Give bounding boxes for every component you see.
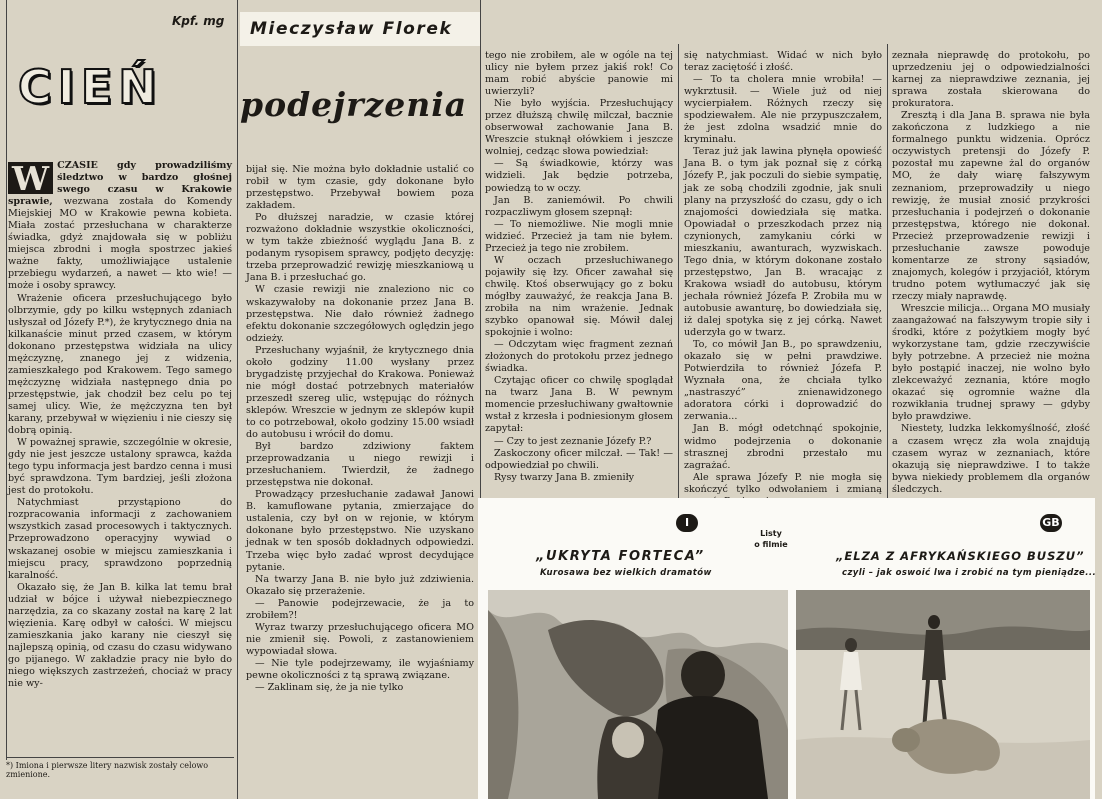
paragraph: tego nie zrobiłem, ale w ogóle na tej ulicy nie byłem przez jakiś rok! Co mam robić abyście panowie mi uwierzyli? xyxy=(485,50,673,98)
paragraph: Jan B. zaniemówił. Po chwili rozpaczliwym głosem szepnął: xyxy=(485,194,673,218)
author-name: Mieczysław Florek xyxy=(240,12,480,46)
film-still-right xyxy=(796,590,1090,799)
paragraph: Nie było wyjścia. Przesłuchujący przez dłuższą chwilę milczał, bacznie obserwował zachowanie Jana B. Wreszcie stuknął ołówkiem i jeszcze wolniej, cedząc słowa powiedział: xyxy=(485,98,673,158)
paragraph: Niestety, ludzka lekkomyślność, złość a czasem wręcz zła wola znajdują czasem wyraz w zeznaniach, które okazują się nieprawdziwe. I to także bywa niekiedy problemem dla organów śledczych. xyxy=(892,423,1090,495)
paragraph: Rysy twarzy Jana B. zmieniły xyxy=(494,471,635,483)
paragraph: W oczach przesłuchiwanego pojawiły się łzy. Oficer zawahał się chwilę. Ktoś obserwujący go z boku mógłby zauważyć, że reakcja Jana B. zrobiła na nim wrażenie. Jednak szybko opanował się. Mówił dalej spokojnie i wolno: xyxy=(485,254,673,339)
article-column-3 xyxy=(485,50,673,494)
paragraph: Przesłuchany wyjaśnił, że krytycznego dnia około godziny 11.00 wysłany przez brygadzistę przyjechał do Krakowa. Ponieważ nie mógł dostać potrzebnych materiałów przeszedł szereg ulic, wstępując do różnych sklepów. Wreszcie w jednym ze sklepów kupił to co potrzebował, około godziny 15.00 wsiadł do autobusu i wrócił do domu. xyxy=(246,344,474,441)
column-rule xyxy=(887,44,888,498)
paragraph: W czasie rewizji nie znaleziono nic co wskazywałoby na dokonanie przez Jana B. przestępstwa. Nie dało również żadnego efektu dokonanie szczegółowych oględzin jego odzieży. xyxy=(246,284,474,344)
paragraph: Okazało się, że Jan B. kilka lat temu brał udział w bójce i używał niebezpiecznego narzędzia, za co skazany został na karę 2 lat więzienia. Karę odbył w całości. W miejscu zamieszkania jako karany nie cieszył się najlepszą opinią, od czasu do czasu widywano go pijanego. W zakładzie pracy nie było do niego większych zastrzeżeń, chociaż w pracy nie wy- xyxy=(8,581,232,690)
column-rule xyxy=(678,44,679,498)
paragraph: Prowadzący przesłuchanie zadawał Janowi B. kamuflowane pytania, zmierzające do ustalenia, czy był on w rejonie, w którym dokonane było przestępstwo. Nie uzyskano jednak w ten sposób dokładnych odpowiedzi. Trzeba więc było zadać wprost decydujące pytanie. xyxy=(246,489,474,573)
column-rule xyxy=(237,0,238,799)
paragraph: — Zaklinam się, że ja nie tylko xyxy=(255,682,404,694)
paragraph: — Nie tyle podejrzewamy, ile wyjaśniamy pewne okoliczności z tą sprawą związane. xyxy=(246,657,474,681)
paragraph: Wreszcie milicja... Organa MO musiały zaangażować na fałszywym tropie siły i środki, które z pożytkiem mogły być wykorzystane tam, gdzie rzeczywiście były potrzebne. A przecież nie można było postąpić inaczej, nie wolno było zlekceważyć zeznania, które mogło okazać się ogromnie ważne dla rozwikłania trudnej sprawy — gdyby było prawdziwe. xyxy=(892,302,1090,423)
film-subtitle-right: czyli – jak oswoić lwa i zrobić na tym pieniądze... xyxy=(842,568,1097,578)
paragraph: Teraz już jak lawina płynęła opowieść Jana B. o tym jak poznał się z córką Józefy P., jak poczuli do siebie sympatię, jak ze sobą chodzili zgodnie, jak snuli plany na przyszłość do czasu, gdy o ich znajomości dowiedziała się matka. Opowiadał o przeszkodach przez nią czynionych, zamykaniu córki w mieszkaniu, awanturach, wyzwiskach. Tego dnia, w którym dokonane zostało przestępstwo, Jan B. wracając z Krakowa wsiadł do autobusu, którym jechała również Józefa P. Zrobiła mu w autobusie awanturę, bo dowiedziała się, iż dalej spotyka się z jej córką. Nawet uderzyła go w twarz. xyxy=(684,146,882,339)
rubric-label: Kpf. mg xyxy=(172,14,225,28)
badge-right: GB xyxy=(1040,514,1062,532)
badge-left: I xyxy=(676,514,698,532)
paragraph: Czytając oficer co chwilę spoglądał na twarz Jana B. W pewnym momencie przesłuchiwany gwałtownie wstał z krzesła i podniesionym głosem zapytał: xyxy=(485,375,673,435)
paragraph: Ale sprawa Józefy P. nie mogła się skończyć tylko odwołaniem i zmianą xyxy=(684,471,882,495)
paragraph: Jan B. mógł odetchnąć spokojnie, widmo podejrzenia o dokonanie strasznej zbrodni przestało mu zagrażać. xyxy=(684,423,882,471)
paragraph: — Odczytam więc fragment zeznań złożonych do protokołu przez jednego świadka. xyxy=(485,339,673,375)
paragraph: — Panowie podejrzewacie, że ja to zrobiłem?! xyxy=(246,597,474,621)
paragraph: Zaskoczony oficer milczał. — Tak! — odpowiedział po chwili. xyxy=(485,447,673,471)
lead-text: CZASIE gdy prowadziliśmy śledztwo w bardzo głośnej swego czasu w Krakowie sprawie, xyxy=(8,160,232,208)
drop-cap: W xyxy=(8,162,53,194)
headline-cien: CIEŃ xyxy=(18,60,163,114)
paragraph: — To niemożliwe. Nie mogli mnie widzieć. Przecież ja tam nie byłem. Przecież ja tego nie zrobiłem. xyxy=(485,218,673,254)
section-label-line: Listy xyxy=(760,529,782,538)
paragraph: zeznała nieprawdę do protokołu, po uprzedzeniu jej o odpowiedzialności karnej za nieprawdziwe zeznania, jej sprawa została skierowana do prokuratora. xyxy=(892,50,1090,110)
paragraph: się natychmiast. Widać w nich było teraz zaciętość i złość. xyxy=(684,50,882,74)
section-label xyxy=(746,528,796,550)
paragraph: — Są świadkowie, którzy was widzieli. Jak będzie potrzeba, powiedzą to w oczy. xyxy=(485,158,673,194)
film-title-right: „ELZA Z AFRYKAŃSKIEGO BUSZU” xyxy=(836,549,1085,563)
paragraph: W poważnej sprawie, szczególnie w okresie, gdy nie jest jeszcze ustalony sprawca, każda tego typu informacja jest bardzo cenna i musi być sprawdzona. Tym bardziej, jeśli złożona jest do protokołu. xyxy=(8,437,232,497)
film-subtitle-left: Kurosawa bez wielkich dramatów xyxy=(540,568,712,578)
paragraph: Po dłuższej naradzie, w czasie której rozważono dokładnie wszystkie okoliczności, w tym także zbieżność wyglądu Jana B. z podanym rysopisem sprawcy, podjęto decyzję: trzeba przeprowadzić rewizję mieszkaniową u Jana B. i przesłuchać go. xyxy=(246,212,474,284)
article-column-1 xyxy=(8,160,232,756)
section-label-line: o filmie xyxy=(754,540,788,549)
paragraph: — To ta cholera mnie wrobiła! — wykrztusił. — Wiele już od niej wycierpiałem. Różnych rzeczy się spodziewałem. Ale nie przypuszczałem, że jest zdolna wsadzić mnie do kryminału. xyxy=(684,74,882,146)
paragraph: Zresztą i dla Jana B. sprawa nie była zakończona z ludzkiego a nie formalnego punktu widzenia. Oprócz oczywistych pretensji do Józefy P. pozostał mu zapewne żal do organów MO, że dały wiarę fałszywym zeznaniom, przeprowadziły u niego rewizję, że musiał znosić przykrości przesłuchania i podejrzeń o dokonanie przestępstwa, którego nie dokonał. Przecież przeprowadzenie rewizji i przesłuchanie zawsze powoduje komentarze ze strony sąsiadów, znajomych, kolegów i przyjaciół, którym trudno potem wytłumaczyć jak się rzeczy miały naprawdę. xyxy=(892,110,1090,302)
paragraph: Wyraz twarzy przesłuchującego oficera MO nie zmienił się. Powoli, z zastanowieniem wypowiadał słowa. xyxy=(246,621,474,657)
paragraph: — Czy to jest zeznanie Józefy P.? xyxy=(494,435,652,447)
footnote: *) Imiona i pierwsze litery nazwisk zostały celowo zmienione. xyxy=(6,761,209,779)
paragraph: bijał się. Nie można było dokładnie ustalić co robił w tym czasie, gdy dokonane było przestępstwo. Przebywał bowiem poza zakładem. xyxy=(246,164,474,212)
film-title-left: „UKRYTA FORTECA” xyxy=(536,549,705,564)
article-column-2 xyxy=(246,164,474,796)
paragraph: Na twarzy Jana B. nie było już zdziwienia. Okazało się przerażenie. xyxy=(246,573,474,597)
footnote-rule xyxy=(6,757,234,758)
column-rule xyxy=(6,0,7,760)
paragraph: Był bardzo zdziwiony faktem przeprowadzania u niego rewizji i przesłuchaniem. Twierdził, że żadnego przestępstwa nie dokonał. xyxy=(246,441,474,489)
film-still-left xyxy=(488,590,788,799)
paragraph: wezwana została do Komendy Miejskiej MO w Krakowie pewna kobieta. Miała zostać przesłuchana w charakterze świadka, gdyż znajdowała się w pobliżu miejsca zbrodni i mogła spostrzec jakieś ważne fakty, umożliwiające ustalenie przebiegu wydarzeń, a nawet — kto wie! — może i osoby sprawcy. xyxy=(8,196,233,292)
article-column-4 xyxy=(684,50,882,494)
paragraph: Wrażenie oficera przesłuchującego było olbrzymie, gdy po kilku wstępnych zdaniach usłyszał od Józefy P.*), że krytycznego dnia na kilkanaście minut przed czasem, w którym dokonano przestępstwa widziała na ulicy mężczyznę, znanego jej z widzenia, zamieszkałego pod Krakowem. Tego samego mężczyznę widziała następnego dnia po przestępstwie, jak chodził bez celu po tej samej ulicy. Wie, że mężczyzna ten był karany, przebywał w więzieniu i nie cieszy się dobrą opinią. xyxy=(8,292,232,437)
paragraph: Natychmiast przystąpiono do rozpracowania informacji z zachowaniem wszystkich zasad procesowych i taktycznych. Przeprowadzono operacyjny wywiad o wskazanej osobie w miejscu zamieszkania i miejscu pracy, sprawdzono poprzednią karalność. xyxy=(8,497,232,581)
headline-podejrzenia: podejrzenia xyxy=(240,85,468,124)
paragraph: To, co mówił Jan B., po sprawdzeniu, okazało się w pełni prawdziwe. Potwierdziła to również Józefa P. Wyznała ona, że chciała tylko „nastraszyć” znienawidzonego adoratora córki i doprowadzić do zerwania... xyxy=(684,339,882,423)
article-column-5 xyxy=(892,50,1090,494)
column-rule xyxy=(480,0,481,498)
